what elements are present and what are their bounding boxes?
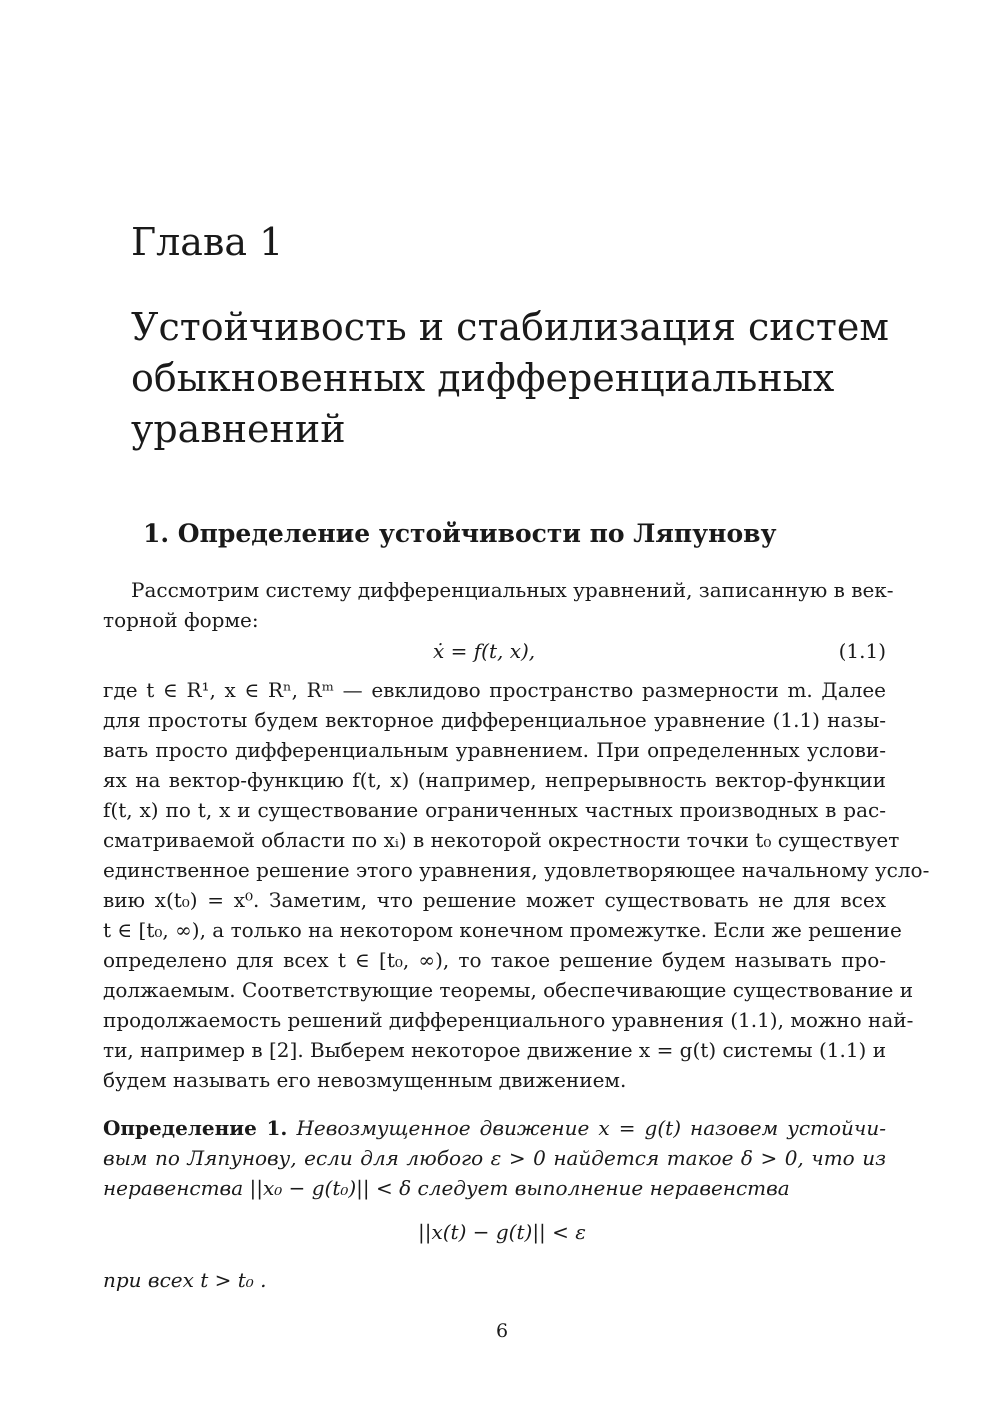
definition-line: вым по Ляпунову, если для любого ε > 0 найдется такое δ > 0, что из [103, 1146, 886, 1170]
main-paragraph [103, 675, 930, 1095]
equation-1-1 [103, 636, 886, 666]
definition-label: Определение 1. [103, 1116, 288, 1140]
text-line: вать просто дифференциальным уравнением. При определенных услови- [103, 738, 886, 762]
equation-number: (1.1) [838, 639, 886, 663]
definition-1 [103, 1113, 886, 1203]
text-line: Рассмотрим систему дифференциальных уравнений, записанную в век- [131, 578, 894, 602]
chapter-title-line: Устойчивость и стабилизация систем [131, 305, 889, 349]
definition-closing: при всех t > t₀ . [103, 1268, 267, 1292]
text-line: ях на вектор-функцию f(t, x) (например, непрерывность вектор-функции [103, 768, 886, 792]
equation-formula: ẋ = f(t, x), [433, 639, 536, 663]
page-number: 6 [495, 1320, 509, 1342]
definition-text: Невозмущенное движение x = g(t) назовем устойчи- [287, 1116, 886, 1140]
text-line: f(t, x) по t, x и существование ограниченных частных производных в рас- [103, 798, 886, 822]
text-line: для простоты будем векторное дифференциальное уравнение (1.1) назы- [103, 708, 886, 732]
text-line: продолжаемость решений дифференциального уравнения (1.1), можно най- [103, 1008, 914, 1032]
text-line: сматриваемой области по xᵢ) в некоторой окрестности точки t₀ существует [103, 828, 900, 852]
text-line: единственное решение этого уравнения, удовлетворяющее начальному усло- [103, 858, 930, 882]
chapter-title-line: уравнений [131, 407, 346, 451]
text-line: вию x(t₀) = x⁰. Заметим, что решение может существовать не для всех [103, 888, 886, 912]
text-line: торной форме: [103, 608, 259, 632]
chapter-title-line: обыкновенных дифференциальных [131, 356, 835, 400]
text-line: должаемым. Соответствующие теоремы, обеспечивающие существование и [103, 978, 914, 1002]
text-line: где t ∈ R¹, x ∈ Rⁿ, Rᵐ — евклидово пространство размерности m. Далее [103, 678, 886, 702]
section-heading: 1. Определение устойчивости по Ляпунову [143, 519, 777, 548]
text-line: определено для всех t ∈ [t₀, ∞), то такое решение будем называть про- [103, 948, 886, 972]
text-line: ти, например в [2]. Выберем некоторое движение x = g(t) системы (1.1) и [103, 1038, 887, 1062]
definition-first-line [103, 1113, 886, 1143]
chapter-label: Глава 1 [131, 220, 284, 264]
definition-line: неравенства ||x₀ − g(t₀)|| < δ следует выполнение неравенства [103, 1176, 790, 1200]
text-line: будем называть его невозмущенным движением. [103, 1068, 627, 1092]
display-inequality: ||x(t) − g(t)|| < ε [418, 1220, 586, 1244]
intro-paragraph [103, 575, 894, 635]
chapter-title [131, 302, 911, 455]
text-line: t ∈ [t₀, ∞), а только на некотором конечном промежутке. Если же решение [103, 918, 902, 942]
